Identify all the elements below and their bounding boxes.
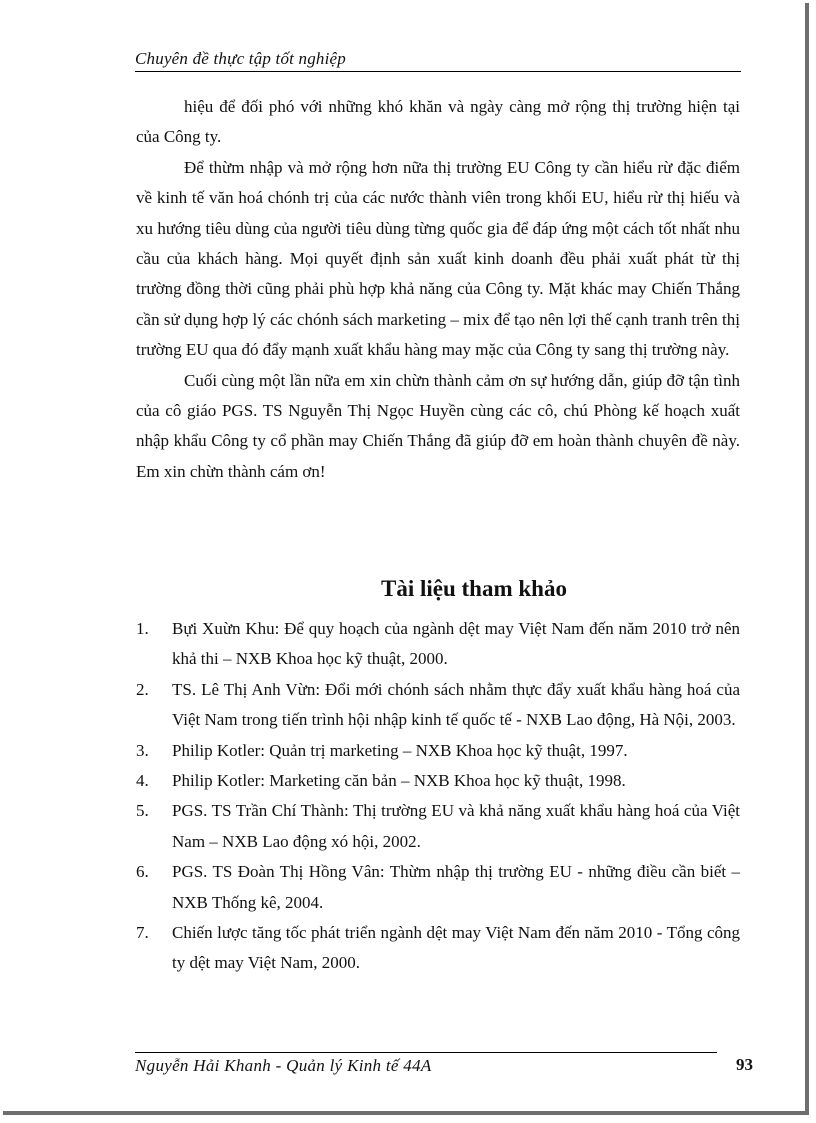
reference-number: 5. [136,801,149,821]
page-header: Chuyên đề thực tập tốt nghiệp [135,48,741,72]
reference-number: 4. [136,771,149,791]
body-paragraph-1: hiệu để đối phó với những khó khăn và ngày càng mở rộng thị trường hiện tại của Công ty. [136,97,740,147]
reference-number: 7. [136,923,149,943]
page-number: 93 [736,1055,753,1074]
reference-number: 6. [136,862,149,882]
footer-divider [135,1052,717,1053]
reference-item [136,614,740,675]
reference-item [136,675,740,736]
reference-item [136,918,740,979]
reference-item [136,857,740,918]
reference-text: Philip Kotler: Marketing căn bản – NXB Khoa học kỹ thuật, 1998. [172,771,626,791]
body-text [136,92,740,487]
reference-text: PGS. TS Trần Chí Thành: Thị trường EU và khả năng xuất khẩu hàng hoá của Việt Nam – NXB Lao động xó hội, 2002. [172,801,740,851]
reference-item [136,736,740,766]
reference-number: 1. [136,619,149,638]
body-paragraph-3: Cuối cùng một lần nữa em xin chừn thành cảm ơn sự hướng dẫn, giúp đỡ tận tình của cô giáo PGS. TS Nguyễn Thị Ngọc Huyền cùng các cô, chú Phòng kế hoạch xuất nhập khẩu Công ty cổ phần may Chiến Thắng đã giúp đỡ em hoàn thành chuyên đề này. Em xin chừn thành cám ơn! [136,370,740,481]
reference-text: Philip Kotler: Quản trị marketing – NXB Khoa học kỹ thuật, 1997. [172,740,628,760]
reference-text: Bựi Xuừn Khu: Để quy hoạch của ngành dệt may Việt Nam đến năm 2010 trở nên khả thi – NXB Khoa học kỹ thuật, 2000. [172,619,740,669]
body-paragraph-2: Để thừm nhập và mở rộng hơn nữa thị trường EU Công ty cần hiểu rừ đặc điểm về kinh tế văn hoá chónh trị của các nước thành viên trong khối EU, hiểu rừ thị hiếu và xu hướng tiêu dùng của người tiêu dùng từng quốc gia để đáp ứng một cách tốt nhất nhu cầu của khách hàng. Mọi quyết định sản xuất kinh doanh đều phải xuất phát từ thị trường đồng thời cũng phải phù hợp khả năng của Công ty. Mặt khác may Chiến Thắng cần sử dụng hợp lý các chónh sách marketing – mix để tạo nên lợi thế cạnh tranh trên thị trường EU qua đó đẩy mạnh xuất khẩu hàng may mặc của Công ty sang thị trường này. [136,157,740,360]
reference-text: PGS. TS Đoàn Thị Hồng Vân: Thừm nhập thị trường EU - những điều cần biết – NXB Thống kê, 2004. [172,862,740,912]
reference-text: TS. Lê Thị Anh Vừn: Đổi mới chónh sách nhằm thực đẩy xuất khẩu hàng hoá của Việt Nam trong tiến trình hội nhập kinh tế quốc tế - NXB Lao động, Hà Nội, 2003. [172,679,740,730]
reference-text: Chiến lược tăng tốc phát triển ngành dệt may Việt Nam đến năm 2010 - Tổng công ty dệt may Việt Nam, 2000. [172,923,740,973]
reference-item [136,796,740,857]
reference-number: 3. [136,740,149,760]
reference-number: 2. [136,679,149,699]
page-footer-author: Nguyễn Hải Khanh - Quản lý Kinh tế 44A [135,1056,432,1075]
reference-item [136,766,740,796]
references-list [136,614,740,979]
references-title: Tài liệu tham khảo [381,576,567,601]
